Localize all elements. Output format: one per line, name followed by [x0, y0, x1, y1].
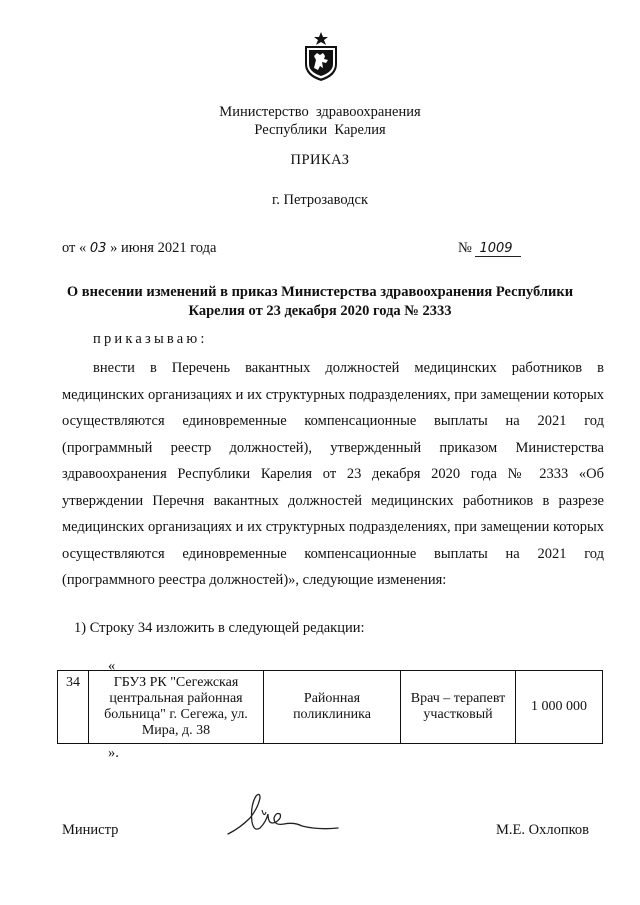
document-type: ПРИКАЗ	[290, 152, 350, 168]
cell-position: Врач – терапевт участковый	[401, 671, 516, 744]
number-label: №	[458, 240, 472, 256]
list-item: 1) Строку 34 изложить в следующей редакции:	[74, 620, 365, 636]
quote-open: «	[108, 658, 116, 674]
document-number	[458, 240, 521, 257]
title-line-1: О внесении изменений в приказ Министерства здравоохранения Республики	[66, 284, 574, 300]
quote-close: ».	[108, 745, 119, 761]
order-word: приказываю:	[93, 331, 208, 347]
body-paragraph: внести в Перечень вакантных должностей медицинских работников в медицинских организациях и их структурных подразделениях, при замещении которых осуществляются единовременные компенсационные выплаты на 2021 год (программный реестр должностей), утвержденный приказом Министерства здравоохранения Республики Карелия от 23 декабря 2020 года № 2333 «Об утверждении Перечня вакантных должностей медицинских работников в разрезе медицинских организациях и их структурных подразделениях, при замещении которых осуществляются единовременные компенсационные выплаты на 2021 год (программного реестра должностей)», следующие изменения:	[62, 360, 604, 588]
cell-department: Районная поликлиника	[264, 671, 401, 744]
signer-name: М.Е. Охлопков	[496, 822, 589, 838]
ministry-name	[0, 103, 640, 139]
date-suffix: » июня 2021 года	[110, 240, 217, 256]
title-line-2: Карелия от 23 декабря 2020 года № 2333	[188, 303, 452, 319]
registry-table	[57, 670, 603, 744]
cell-number: 34	[58, 671, 89, 744]
cell-amount: 1 000 000	[516, 671, 603, 744]
city: г. Петрозаводск	[271, 192, 369, 208]
document-title	[30, 283, 610, 321]
signer-title: Министр	[62, 822, 119, 838]
date-prefix: от «	[62, 240, 87, 256]
table-row	[58, 671, 603, 744]
handwritten-signature-icon	[222, 788, 342, 844]
date-day: 03	[89, 241, 107, 256]
coat-of-arms-icon	[301, 30, 341, 82]
ministry-line-1: Министерство здравоохранения	[219, 104, 421, 120]
document-date	[62, 240, 216, 257]
ministry-line-2: Республики Карелия	[254, 122, 386, 138]
cell-organization: ГБУЗ РК "Сегежская центральная районная больница" г. Сегежа, ул. Мира, д. 38	[89, 671, 264, 744]
number-value: 1009	[475, 241, 520, 257]
